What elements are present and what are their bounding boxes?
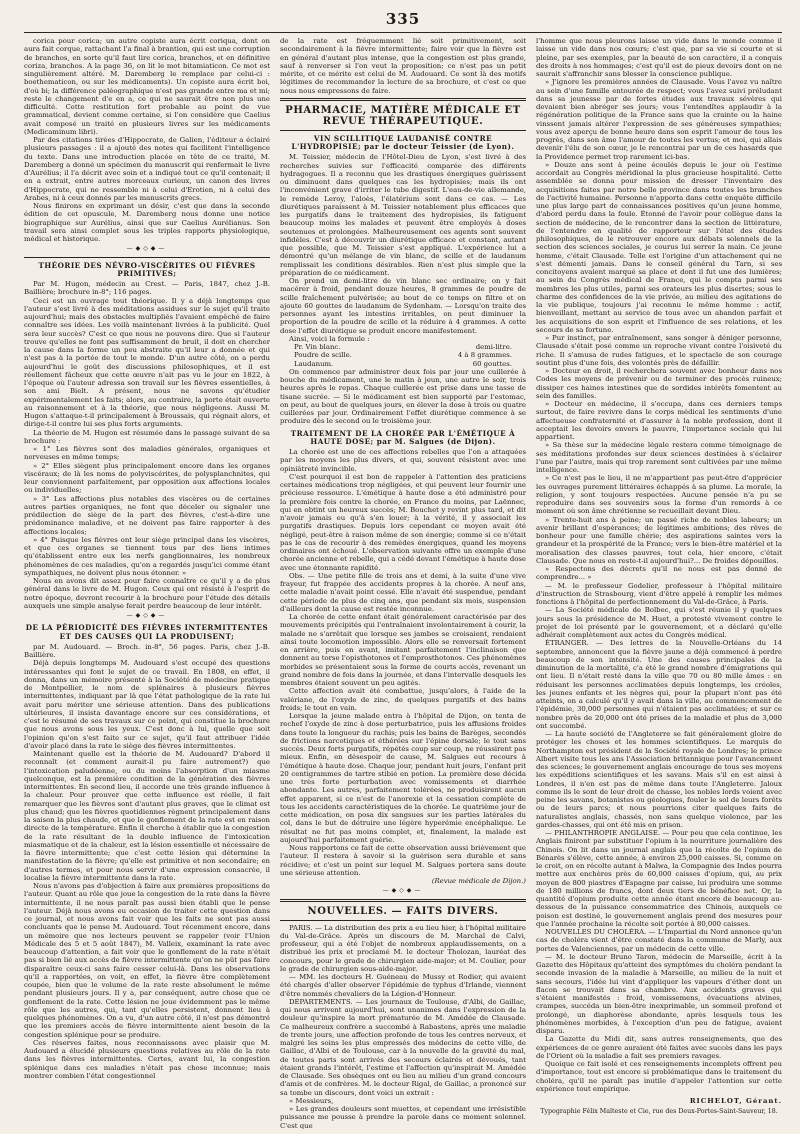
section-divider [280, 98, 526, 101]
paragraph: Lorsque la jeune malade entra à l'hôpital de Dijon, on tenta de rechef l'oxyde de zinc à dose perturbatrice, puis les affusions froides dans toute la longueur du rachis; puis les bains de Barèges, secondés de frictions narcotiques et éthérées sur l'épine dorsale; le tout sans succès. Deux forts purgatifs, répétés coup sur coup, ne réussirent pas mieux. Enfin, en désespoir de cause, M. Salgues eut recours à l'émétique à haute dose. Chaque jour, pendant huit jours, l'enfant prit 20 centigrammes de tartre stibié en potion. La première dose décida une très forte perturbation avec vomissements et diarrhée abondante. Les autres, parfaitement tolérées, ne produisirent aucun effet apparent, si ce n'est de l'anorexie et la cessation complète de tous les accidents caractéristiques de la chorée. Le quatrième jour de cette médication, on posa dix sangsues sur les parties latérales du col, dans le but de détruire une légère hyperémie encéphalique. Le résultat ne fut pas moins complet, et, finalement, la malade est aujourd'hui parfaitement guérie. [280, 712, 526, 844]
paragraph: M. Teissier, médecin de l'Hôtel-Dieu de Lyon, s'est livré à des recherches suivies sur l'efficacité comparée des différents hydragogues. Il a reconnu que les drastiques énergiques guérissent ou diminuent dans quelques cas les hydropisies; mais ils ont l'inconvénient grave d'irriter le tube digestif. L'eau-de-vie allemande, le remède Leroy, l'aloès, l'élatérium sont dans ce cas. — Les diurétiques paraissent à M. Teissier notablement plus efficaces que les purgatifs dans le traitement des hydropisies, ils fatiguent beaucoup moins les malades et peuvent être employés à doses soutenues et prolongées. Malheureusement ces agents sont souvent infidèles. C'est à découvrir un diurétique efficace et constant, autant que possible, que M. Teissier s'est appliqué. L'expérience lui a démontré qu'un mélange de vin blanc, de scille et de laudanum remplissait les conditions désirables. Rien n'est plus simple que la préparation de ce médicament. [280, 153, 526, 277]
paragraph: » Docteur en médecine, il s'occupa, dans ces derniers temps surtout, de faire revivre dans le corps médical les sentiments d'une affectueuse confraternité et d'assurer à la noble profession, dont il acceptait les devoirs envers le pauvre, l'importance sociale qui lui appartient. [536, 400, 782, 441]
signature: RICHELOT, Gérant. [689, 1097, 782, 1105]
formula-row [294, 343, 526, 351]
paragraph: » Docteur en droit, il recherchera souvent avec bonheur dans nos Codes les moyens de prévenir ou de terminer des procès ruineux; dissiper ces haines intestines que de sordides intérêts fomentent au sein des familles. [536, 367, 782, 400]
paragraph: PARIS. — La distribution des prix a eu lieu hier, à l'hôpital militaire du Val-de-Grâce. Après un discours de M. Marchal de Calvi, professeur, qui a été l'objet de nombreux applaudissements, on a distribué les prix et proclamé M. le docteur Tholozan, lauréat des concours, pour le grade de chirurgien aide-major; et M. Coulier, pour le grade de chirurgien sous-aide-major. [280, 923, 526, 973]
header-rule [24, 32, 782, 33]
formula-quantity: demi-litre. [475, 343, 512, 351]
paragraph: » 3° Les affections plus notables des viscères ou de certaines autres parties organiques, ne font que déceler ou signaler une prédilection de siège de la part des fièvres, c'est-à-dire une prédominance maladive, et ne doivent pas faire rapporter à des affections locales; [24, 494, 270, 536]
formula-row [294, 351, 526, 359]
page-number: 335 [385, 10, 421, 28]
section-divider [280, 130, 526, 131]
paragraph: » Pur instinct, par entraînement, sans songer à déniger personne, Clausade s'était posé comme un reproche vivant contre l'oisiveté du riche. Il s'amusa de rudes fatigues, et le spectacle de son courage soutint plus d'une fois, des volontés près de défaillir. [536, 334, 782, 367]
source-citation: (Revue médicale de Dijon.) [431, 877, 526, 885]
ornament: —◆◇◆— [382, 887, 424, 895]
section-divider [280, 899, 526, 902]
paragraph: — La haute société de l'Angleterre se fait généralement gloire de protéger les choses et les hommes scientifiques. Le marquis de Northampton est président de la Société royale de Londres; le prince Albert visite tous les ans l'Association britannique pour l'avancement des sciences; le gouvernement anglais encourage de tous ses moyens les expéditions scientifiques et les savans. Mais s'il en est ainsi à Londres, il n'en est pas de même dans toute l'Angleterre. Jaloux comme ils le sont de leur droit de chasse, les nobles lords voient avec peine les savans, botanistes ou géologues, fouler le sol de leurs forêts ou de leurs parcs; et nous pourrions citer quelques faits de naturalistes anglais, chassés, non sans quelque violence, par les gardes-chasses, qui ont été mis en prison. [536, 730, 782, 829]
paragraph: C'est pourquoi il est bon de rappeler à l'attention des praticiens certaines médications trop négligées, et qui peuvent leur fournir une précieuse ressource. L'émétique à haute dose a été administré pour la première fois contre la chorée, en France du moins, par Laënnec, qui en obtint un heureux succès; M. Bouchet y revint plus tard, et dit n'avoir jamais eu qu'à s'en louer; à la vérité, il y associait les purgatifs drastiques. Depuis lors cependant ce moyen avait été négligé, peut-être à raison même de son énergie; comme si ce n'était pas le cas de recourir à des remèdes énergiques, quand les moyens ordinaires ont échoué. L'observation suivante offre un exemple d'une chorée ancienne et rebelle, qui a cédé devant l'émétique à haute dose avec une étonnante rapidité. [280, 472, 526, 572]
paragraph: Cette affection avait été combattue, jusqu'alors, à l'aide de la valériane, de l'oxyde de zinc, de quelques purgatifs et des bains froids; le tout en vain. [280, 687, 526, 712]
paragraph: On commence par administrer deux fois par jour une cuillerée à bouche du médicament, une le matin à jeun, une autre le soir, trois heures après le repas. Chaque cuillerée est prise dans une tasse de tisane sucrée. — Si le médicament est bien supporté par l'estomac, on peut, au bout de quelques jours, en élever la dose à trois ou quatre cuillerées par jour. Ordinairement l'effet diurétique commence à se produire dès le second ou le troisième jour. [280, 367, 526, 426]
paragraph: Par M. Hugon, médecin au Crest. — Paris, 1847, chez J.-B. Baillière; brochure in-8°; 116 pages. [24, 280, 270, 297]
paragraph: — M. le professeur Godelier, professeur à l'hôpital militaire d'instruction de Strasbourg, vient d'être appelé à remplir les mêmes fonctions à l'hôpital de perfectionnement du Val-de-Grâce, à Paris. [536, 581, 782, 606]
paragraph: Ces réserves faites, nous reconnaissons avec plaisir que M. Audouard a élucidé plusieurs questions relatives au rôle de la rate dans les fièvres intermittentes. Certes, avant lui, la congestion splénique dans ces maladies n'était pas chose inconnue; mais montrer combien l'état congestionnel [24, 1038, 270, 1080]
paragraph: Nous en avons dit assez pour faire connaître ce qu'il y a de plus général dans le livre de M. Hugon. Ceux qui ont résisté à l'esprit de notre époque, devront recourir à la brochure pour l'étude des détails auxquels une simple analyse ferait perdre beaucoup de leur intérêt. [24, 577, 270, 610]
paragraph: » J'ignore les premières années de Clausade. Vous l'avez vu naître au sein d'une famille entourée de respect; vous l'avez suivi préludant dans sa jeunesse par de fortes études aux travaux sévères qui devaient bien abréger ses jours; vous l'entendîtes applaudir à la régénération politique de la France sans que la crainte ou la haine vinssent jamais altérer l'expression de ses généreuses sympathies; vous avez aperçu de bonne heure dans son esprit l'amour de tous les progrès, dans son âme l'amour de toutes les vertus; et moi, qui allais devenir l'élu de son cœur, je le rencontrai par un de ces hasards que la Providence permet trop rarement ici-bas. [536, 78, 782, 161]
section-heading: NOUVELLES. — FAITS DIVERS. [307, 905, 499, 917]
paragraph: » Les grandes douleurs sont muettes, et cependant une irrésistible puissance me pousse à prendre la parole dans ce moment solennel. C'est que [280, 1105, 526, 1129]
paragraph: » 4° Puisque les fièvres ont leur siège principal dans les viscères, et que ces organes se tiennent tous par des liens intimes qu'établissent entre eux les nerfs ganglionnaires, les nombreux phénomènes de ces maladies, qu'on a regardés jusqu'ici comme étant sympathiques, ne doivent plus nous étonner. » [24, 535, 270, 577]
paragraph: ÉTRANGER. — Des lettres de la Nouvelle-Orléans du 14 septembre, annoncent que la fièvre jaune a déjà commencé à perdre beaucoup de son intensité. Une des causes principales de la diminution de la mortalité, c'a été le grand nombre d'émigrations qui ont lieu. Il n'était resté dans la ville que 70 ou 80 mille âmes : en réduisant les personnes acclimatées depuis longtemps, les créoles, les jeunes enfants et les nègres qui, pour la plupart n'ont pas été atteints, on a calculé qu'il y avait dans la ville, au commencement de l'épidémie, 30,000 personnes qui n'étaient pas acclimatées; et sur ce nombre près de 20,000 ont été prises de la maladie et plus de 3,000 ont succombé. [536, 639, 782, 730]
paragraph: Obs. — Une petite fille de trois ans et demi, à la suite d'une vive frayeur, fut frappée des accidents propres à la chorée. A neuf ans, cette maladie n'avait point cessé. Elle n'avait été suspendue, pendant cette période de plus de cinq ans, que pendant six mois, suspension d'ailleurs dont la cause est restée inconnue. [280, 571, 526, 613]
paragraph: DÉPARTEMENTS. — Les journaux de Toulouse, d'Albi, de Gaillac, qui nous arrivent aujourd'hui, sont unanimes dans l'expression de la douleur qu'inspire la mort prématurée de M. Amédée de Clausade. Ce malheureux confrère a succombé à Rabastens, après une maladie de trente jours, une affection profonde de tous les centres nerveux, et malgré les soins les plus empressés des médecins de cette ville, de Gaillac, d'Albi et de Toulouse, car à la nouvelle de la gravité du mal, de toutes parts sont arrivés des secours éclairés et dévoués, tant étaient grands l'intérêt, l'estime et l'affection qu'inspirait M. Amédée de Clausade. Ses obsèques ont eu lieu au milieu d'un grand concours d'amis et de confrères. M. le docteur Rigal, de Gaillac, a prononcé sur sa tombe un discours, dont voici un extrait : [280, 997, 526, 1097]
paragraph: » 2° Elles siègent plus principalement encore dans les organes viscéraux; de là les noms de polyviscérites, de polysplanchnites, qui leur conviennent parfaitement, par opposition aux affections locales ou individuelles; [24, 461, 270, 495]
section-heading: THÉORIE DES NÉVRO-VISCÉRITES OU FIÈVRES PRIMITIVES; [38, 260, 256, 278]
paragraph: Quoique ce fait isolé et ces renseignements incomplets offrent peu d'importance, tout est encore si problématique dans le traitement du choléra, qu'il ne paraît pas inutile d'appeler l'attention sur cette expérience tout empirique. [536, 1060, 782, 1093]
formula-quantity: 4 à 8 grammes. [457, 351, 512, 360]
column-left [24, 37, 270, 1129]
ornament: —◆◇◆— [126, 245, 168, 253]
imprint-line: Typographie Félix Malteste et Cie, rue des Deux-Portes-Saint-Sauveur, 18. [540, 1108, 778, 1116]
paragraph: Nous finirons en exprimant un désir, c'est que dans la seconde édition de cet opuscule, M. Daremberg nous donne une notice biographique sur Aurélius, ainsi que sur Caelius Aurélianus. Son travail sera ainsi complet sous les triples rapports physiologique, médical et historique. [24, 202, 270, 243]
section-divider [24, 257, 270, 258]
paragraph: » Douze ans sont à peine écoulés depuis le jour où l'estime accordait au Congrès méridional la plus gracieuse hospitalité. Cette assemblée se donna pour mission de dresser l'inventaire des acquisitions faites par notre belle province dans toutes les branches de l'activité humaine. Personne n'apporta dans cette enquête difficile une plus large part de connaissances positives qu'un jeune homme, d'abord perdu dans la foule. Étonné de l'avoir pour collègue dans la section de médecine, de le rencontrer dans la section de littérature, de l'entendre en qualité de rapporteur sur l'état des études philosophiques, de le retrouver encore aux débats solennels de la section des sciences sociales, je courus lui serrer la main. Ce jeune homme, c'était Clausade. Telle est l'origine d'un attachement qui ne s'est démenti jamais. Dans le conseil général du Tarn, si ses concitoyens avaient marqué sa place et dont il fut une des lumières; au sein du Congrès médical de France, qui le compta parmi ses membres les plus utiles, parmi ses orateurs les plus disertes; sous le charme des confidences de la vie privée, au milieu des agitations de la vie publique, toujours j'ai reconnu le même homme : actif, bienveillant, mettant au service de tous avec un abandon parfait et les acquisitions de son esprit et l'influence de ses relations, et les secours de sa fortune. [536, 160, 782, 334]
paragraph: La chorée est une de ces affections rebelles que l'on a attaquées par les moyens les plus divers, et qui, souvent résistent avec une opiniâtreté invincible. [280, 448, 526, 473]
paragraph: La théorie de M. Hugon est résumée dans le passage suivant de sa brochure : [24, 428, 270, 445]
paragraph: » Sa thèse sur la médecine légale restera comme témoignage de ses méditations profondes sur deux sciences destinées à s'éclairer l'une par l'autre, mais qui trop rarement sont cultivées par une même intelligence. [536, 441, 782, 474]
paragraph: Ceci est un ouvrage tout théorique. Il y a déjà longtemps que l'auteur s'est livré à des méditations assidues sur le sujet qu'il traite aujourd'hui; mais des obstacles multipliés l'avaient empêché de faire connaître ses idées. Les voilà maintenant livrées à la publicité. Quel sera leur succès? C'est ce que nous ne pouvons dire. Que si l'auteur trouve qu'elles ne font pas suffisamment de bruit, il doit en chercher la cause dans la forme un peu abstraite qu'il leur a donnée et qui n'est pas à la portée de tout le monde. D'un autre côté, on a perdu aujourd'hui le goût des discussions philosophiques, et il est réellement fâcheux que cette œuvre n'ait pas vu le jour en 1822, à l'époque où l'auteur adressa son travail sur les fièvres essentielles, à son ami Bielt. A présent, nous ne savons qu'étudier expérimentalement les faits; alors, au contraire, la porte était ouverte au raisonnement et à la théorie, que nous négligeons. Aussi M. Hugon s'attaque-t-il principalement à Broussais, qui régnait alors, et dirige-t-il contre lui ses plus forts arguments. [24, 296, 270, 429]
paragraph: » Ce n'est pas le lieu, il ne m'appartient pas peut-être d'apprécier les ouvrages purement littéraires échappés à sa plume. La morale, la religion, y sont toujours respectées. Aucune pensée n'a pu se reproduire dans ses souvenirs sous la forme d'un remords à ce moment où son âme chrétienne se recueillait devant Dieu. [536, 474, 782, 516]
paragraph: NOUVELLES DU CHOLÉRA. — L'Impartial du Nord annonce qu'un cas de choléra vient d'être constaté dans la commune de Marly, aux portes de Valenciennes, par un médecin de cette ville. [536, 928, 782, 953]
paragraph: Déjà depuis longtemps M. Audouard s'est occupé des questions intéressantes qui font le sujet de ce travail. En 1808, en effet, il donna, dans un mémoire présenté à la Société de médecine pratique de Montpellier, le nom de splénaires à plusieurs fièvres intermittentes, indiquant par là que l'état pathologique de la rate lui avait paru mériter une sérieuse attention. Dans des publications ultérieures, il insista davantage encore sur ces considérations, et c'est le résumé de ses travaux sur ce point, qui constitue la brochure que nous avons sous les yeux. C'est donc à lui, quelle que soit l'opinion qu'on s'est faite sur ce sujet, qu'il faut attribuer l'idée d'avoir placé dans la rate le siège des fièvres intermittentes. [24, 659, 270, 750]
paragraph: Nous rapportons ce fait de cette observation aussi brièvement que l'auteur. Il restera à savoir si la guérison sera durable et sans récidive; et c'est un point sur lequel M. Salgues portera sans doute une sérieuse attention. [280, 844, 526, 877]
columns [24, 37, 782, 1129]
formula-ingredient: Poudre de scille. [294, 351, 352, 360]
formula-row [294, 360, 526, 368]
paragraph: On prend un demi-litre de vin blanc sec ordinaire; on y fait macérer à froid, pendant douze heures, 8 grammes de poudre de scille fraîchement pulvérisée; au bout de ce temps on filtre et on ajoute 60 gouttes de laudanum de Sydenham. — Lorsqu'on traite des personnes ayant les intestins irritables, on peut diminuer la proportion de la poudre de scille et la réduire à 4 grammes. A cette dose l'effet diurétique se produit encore manifestement. [280, 277, 526, 335]
paragraph: La chorée de cette enfant était généralement caractérisée par des mouvements précipités qui l'entraînaient involontairement à courir, la malade ne s'arrêtait que lorsque ses jambes se croisaient, rendaient ainsi toute locomotion impossible. Alors elle se renversait fortement en arrière, puis en avant, imitant parfaitement l'inclinaison que donnent au torse l'opisthotonos et l'emprosthotonos. Ces phénomènes morbides se présentaient sous la forme de courts accès, revenant un grand nombre de fois dans la journée, et dans l'intervalle desquels les membres étaient souvent un peu agités. [280, 613, 526, 687]
column-right [536, 37, 782, 1129]
paragraph: » Trente-huit ans à peine; un passé riche de nobles labeurs; un avenir brillant d'espérances; de légitimes ambitions; des rêves de bonheur pour une famille chérie; des aspirations saintes vers la grandeur et la prospérité de la France; vers le bien-être matériel et la moralisation des classes pauvres, tout cela, hier encore, c'était Clausade. Que nous en reste-t-il aujourd'hui?... De froides dépouilles. [536, 515, 782, 565]
paragraph: de la rate est fréquemment lié soit primitivement, soit secondairement à la fièvre intermittente; faire voir que la fièvre est en général d'autant plus intense, que la congestion est plus grande, sauf à renverser si l'on veut la proposition; ce n'est pas un petit mérite, et ce mérite est celui de M. Audouard. Ce sont là des motifs légitimes de recommander la lecture de sa brochure, et c'est ce que nous nous empressons de faire. [280, 37, 526, 95]
paragraph: Ainsi, voici la formule : [289, 334, 370, 343]
paragraph: » Respectons des décrets qu'il ne nous est pas donné de comprendre... » [536, 565, 782, 582]
paragraph: l'homme que nous pleurons laisse un vide dans le monde comme il laisse un vide dans nos cœurs; c'est que, par sa vie si courte et si pleine, par ses exemples, par la beauté de son caractère, il a conquis des droits à nos hommages; c'est qu'il est de pieux devoirs dont on ne saurait s'affranchir sans blesser la conscience publique. [536, 37, 782, 78]
section-heading: TRAITEMENT DE LA CHORÉE PAR L'ÉMÉTIQUE À HAUTE DOSE; par M. Salgues (de Dijon). [290, 428, 516, 446]
section-heading: VIN SCILLITIQUE LAUDANISÉ CONTRE L'HYDROPISIE; par le docteur Teissier (de Lyon). [291, 133, 515, 151]
paragraph: — PHILANTHROPIE ANGLAISE. — Pour peu que cela continue, les Anglais finiront par substituer l'opium à la nourriture journalière des Chinois. On lit dans un journal anglais que la récolte de l'opium de Bénarès s'élève, cette année, à environ 25,000 caisses. Si, comme on le croit, on en récolte autant à Malwa, la Compagnie des Indes pourra mettre aux enchères près de 60,000 caisses d'opium, qui, au prix moyen de 800 piastres d'Espagne par caisse, lui produira une somme de 180 millions de francs, dont deux tiers de bénéfice net. Or, la quantité d'opium produite cette année étant encore de beaucoup au-dessous de la puissance consommatrice des Chinois, auxquels ce poison est destiné, le gouvernement anglais prend des mesures pour que l'année prochaine la récolte soit portée à 80,000 caisses. [536, 829, 782, 928]
section-heading: DE LA PÉRIODICITÉ DES FIÈVRES INTERMITTENTES ET DES CAUSES QUI LA PRODUISENT; [25, 623, 269, 641]
paragraph: — MM. les docteurs H. Guéneau de Mussy et Rodier, qui avaient été chargés d'aller observer l'épidémie de typhus d'Irlande, viennent d'être nommés chevaliers de la Légion-d'Honneur. [280, 973, 526, 998]
paragraph: par M. Audouard. — Broch. in-8°, 56 pages. Paris, chez J.-B. Baillière. [24, 642, 270, 659]
formula-ingredient: Pr. Vin blanc. [294, 343, 341, 351]
paragraph: — La Société médicale de Bolbec, qui s'est réunie il y quelques jours sous la présidence de M. Huet, a protesté vivement contre le projet de loi présenté par le gouvernement, et a déclaré qu'elle adhérait complètement aux actes du Congrès médical. [536, 606, 782, 639]
paragraph: Nous n'avons pas d'objection à faire aux premières propositions de l'auteur. Quant au rôle que joue la congestion de la rate dans la fièvre intermittente, il ne nous paraît pas aussi bien établi que le pense l'auteur. Déjà nous avons eu occasion de traiter cette question dans ce journal, et nous avons fait voir que les faits ne sont pas aussi concluants que le pense M. Audouard. Tout récemment encore, dans un mémoire que nos lecteurs peuvent se rappeler (voir l'Union Médicale des 5 et 5 août 1847), M. Valleix, examinant la rate avec beaucoup d'attention, a fait voir que le gonflement de la rate n'était pas si bien lié aux accès de fièvre intermittente qu'on ne pût pas faire disparaître ceux-ci sans faire cesser celui-là. Dans les observations qu'il a rapportées, on voit, en effet, la fièvre être complètement coupée, bien que le volume de la rate reste absolument le même pendant plusieurs jours. Il y a, par conséquent, autre chose que ce gonflement de la rate. Cette lésion ne joue évidemment pas le même rôle que les autres, qui, tant qu'elles persistent, donnent lieu à quelques phénomènes. On a vu, d'un autre côté, il n'est pas démontré que les premiers accès de fièvre intermittente aient besoin de la congestion splénique pour se produire. [24, 882, 270, 1039]
paragraph: Par des citations tirées d'Hippocrate, de Galien, l'éditeur a éclairé plusieurs passages : il a ajouté des notes qui facilitent l'intelligence du texte. Dans une introduction placée en tête de ce traité, M. Daremberg a donné un spécimen du manuscrit qui renfermait le livre d'Aurélius; il l'a décrit avec soin et a indiqué tout ce qu'il contenait; il en a extrait, entre autres morceaux curieux, un canon des livres d'Hippocrate, qui ne ressemble ni à celui d'Erotien, ni à celui des Arabes, ni à ceux donnés par les manuscrits grecs. [24, 136, 270, 202]
section-heading: PHARMACIE, MATIÈRE MÉDICALE ET REVUE THÉRAPEUTIQUE. [285, 104, 521, 127]
paragraph: « Messieurs, [289, 1096, 334, 1105]
formula-quantity: 60 gouttes. [472, 359, 512, 368]
paragraph: « 1° Les fièvres sont des maladies générales, organiques et nerveuses en même temps; [24, 445, 270, 462]
paragraph: — M. le docteur Bruno Taron, médecin de Marseille, écrit à la Gazette des Hôpitaux qu'atteint des symptômes du choléra pendant la seconde invasion de la maladie à Marseille, au milieu de la nuit et sans secours, l'idée lui vint d'appliquer les vapeurs d'éther dont un flacon se trouvait dans sa chambre. Aux accidents graves qui s'étaient manifestés : froid, vomissemens, évacuations alvines, crampes, succéda un bien-être inexprimable, un sommeil profond et prolongé, un diaphorèse abondante, après lesquels tous les phénomènes morbides, à l'exception d'un peu de fatigue, avaient disparu. [536, 952, 782, 1035]
column-middle [280, 37, 526, 1129]
formula-ingredient: Laudanum. [294, 359, 334, 368]
prescription-formula [280, 343, 526, 368]
ornament: —◆◇◆— [126, 612, 168, 619]
paragraph: corica pour corica; un autre copiste aura écrit coriqua, dont on aura fait corque, rattachant l'a final à brantion, qui est une corruption de branchos, en sorte qu'il faut lire corica, branchos, et en définitive coriza, branchos. A la page 36, on lit le mot bitamiaticon. Ce mot est singulièrement altéré. M. Daremberg le remplace par celui-ci : boethematicon, ou sur les médicaments). Un copiste aura écrit boi, d'où bi; la différence paléographique n'est pas grande entre ma et mi; reste le changement d'e en a, ce qui ne saurait être non plus une difficulté. Cette restitution fort probable au point de vue grammatical, devient comme certaine, si l'on considère que Caelius avait composé un traité en plusieurs livres sur les médicaments (Medicaminum libri). [24, 37, 270, 136]
paragraph: La Gazette du Midi dit, sans autres renseignements, que des expériences de ce genre auraient été faites avec succès dans les pays de l'Orient où la maladie a fait ses premiers ravages. [536, 1035, 782, 1060]
paragraph: Maintenant quelle est la théorie de M. Audouard? D'abord il reconnaît (et comment aurait-il pu faire autrement?) que l'intoxication paludéenne, ou du moins l'absorption d'un miasme quelconque, est la première condition de la génération des fièvres intermittentes. En second lieu, il accorde une très grande influence à la chaleur. Pour prouver que cette influence est réelle, il fait remarquer que les fièvres sont d'autant plus graves, que le climat est plus chaud; que les fièvres quotidiennes règnent principalement dans la saison la plus chaude, et que le gonflement de la rate est en raison directe de la température. Enfin il cherche à établir que la congestion de la rate résultant de la double influence de l'intoxication miasmatique et de la chaleur, est la lésion essentielle et nécessaire de la fièvre intermittente; que c'est cette lésion qui détermine la manifestation de la fièvre; qu'elle est primitive et non secondaire; en d'autres termes, et pour nous servir d'une expression consacrée, il localise la fièvre intermittente dans la rate. [24, 750, 270, 882]
section-divider [280, 920, 526, 921]
